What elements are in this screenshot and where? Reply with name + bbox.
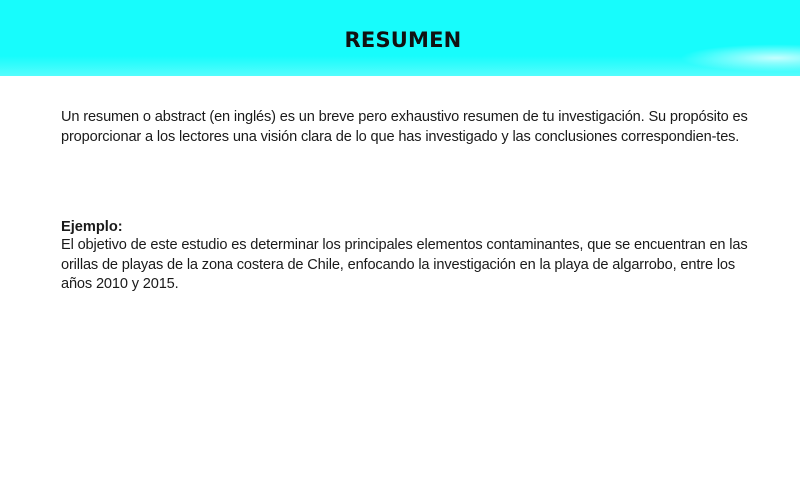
page-title: RESUMEN: [344, 28, 462, 52]
example-section: [61, 218, 761, 295]
example-paragraph: El objetivo de este estudio es determinar los principales elementos contaminantes, que se encuentran en las orillas de playas de la zona costera de Chile, enfocando la investigación en la playa de algarrobo, entre los años 2010 y 2015.: [61, 237, 748, 292]
header-banner: [0, 0, 800, 76]
intro-paragraph: Un resumen o abstract (en inglés) es un breve pero exhaustivo resumen de tu investigación. Su propósito es proporcionar a los lectores una visión clara de lo que has investigado y las conclusiones correspondien-tes.: [61, 109, 748, 145]
example-label: Ejemplo:: [61, 219, 123, 235]
